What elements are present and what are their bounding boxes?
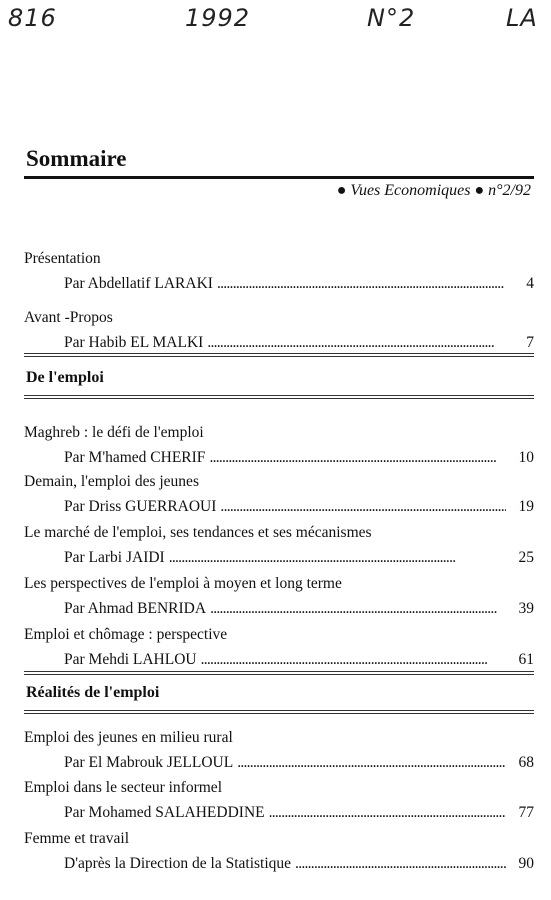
entry-page: 25 — [518, 549, 534, 566]
journal-line — [333, 182, 531, 200]
section-rule — [24, 710, 534, 714]
entry-page: 39 — [518, 600, 534, 617]
entry-page: 10 — [518, 449, 534, 466]
entry-page: 19 — [518, 498, 534, 515]
entry-author: D'après la Direction de la Statistique — [64, 855, 292, 872]
section-rule — [24, 671, 534, 675]
handwritten-number: N°2 — [367, 4, 416, 32]
toc-entry[interactable] — [24, 249, 534, 293]
toc-entry[interactable] — [24, 523, 534, 567]
title-rule — [24, 176, 534, 179]
entry-title: Les perspectives de l'emploi à moyen et long terme — [24, 575, 342, 592]
handwritten-initials: LA — [506, 4, 538, 32]
entry-author: Par Mehdi LAHLOU — [64, 651, 197, 668]
entry-title: Avant -Propos — [24, 309, 113, 326]
toc-entry[interactable] — [24, 472, 534, 516]
section-title: De l'emploi — [26, 369, 104, 386]
dot-leader — [207, 333, 506, 352]
toc-entry[interactable] — [24, 625, 534, 669]
dot-leader — [237, 753, 506, 772]
entry-page: 4 — [526, 275, 534, 292]
entry-title: Demain, l'emploi des jeunes — [24, 473, 199, 490]
toc-entry[interactable] — [24, 308, 534, 352]
entry-title: Présentation — [24, 250, 101, 267]
entry-author: Par Mohamed SALAHEDDINE — [64, 804, 265, 821]
toc-entry[interactable] — [24, 728, 534, 772]
dot-leader — [210, 599, 506, 618]
entry-author: Par Driss GUERRAOUI — [64, 498, 217, 515]
entry-author: Par Habib EL MALKI — [64, 334, 204, 351]
entry-title: Le marché de l'emploi, ses tendances et ses mécanismes — [24, 524, 372, 541]
entry-title: Emploi dans le secteur informel — [24, 779, 222, 796]
entry-title: Emploi des jeunes en milieu rural — [24, 729, 233, 746]
entry-author: Par Abdellatif LARAKI — [64, 275, 213, 292]
entry-page: 61 — [518, 651, 534, 668]
dot-leader — [295, 854, 506, 873]
entry-author: Par Larbi JAIDI — [64, 549, 165, 566]
entry-page: 7 — [526, 334, 534, 351]
entry-author: Par Ahmad BENRIDA — [64, 600, 207, 617]
toc-entry[interactable] — [24, 778, 534, 822]
entry-author: Par El Mabrouk JELLOUL — [64, 754, 234, 771]
section-title: Réalités de l'emploi — [26, 684, 160, 701]
dot-leader — [169, 548, 506, 567]
dot-leader — [209, 448, 506, 467]
entry-title: Maghreb : le défi de l'emploi — [24, 424, 204, 441]
entry-title: Femme et travail — [24, 830, 130, 847]
toc-entry[interactable] — [24, 574, 534, 618]
journal-issue: n°2/92 — [488, 182, 531, 199]
dot-leader — [217, 274, 506, 293]
handwritten-note: 816 — [8, 4, 57, 32]
journal-name: Vues Economiques — [350, 182, 471, 199]
dot-leader — [201, 650, 506, 669]
toc-entry[interactable] — [24, 829, 534, 873]
page-title: Sommaire — [26, 146, 127, 171]
entry-author: Par M'hamed CHERIF — [64, 449, 206, 466]
section-rule — [24, 353, 534, 357]
entry-title: Emploi et chômage : perspective — [24, 626, 228, 643]
entry-page: 68 — [518, 754, 534, 771]
dot-leader — [269, 803, 506, 822]
bullet-icon: ● — [336, 182, 347, 199]
entry-page: 90 — [518, 855, 534, 872]
dot-leader — [220, 497, 506, 516]
entry-page: 77 — [518, 804, 534, 821]
handwritten-year: 1992 — [185, 4, 251, 32]
toc-entry[interactable] — [24, 423, 534, 467]
section-rule — [24, 395, 534, 399]
bullet-icon: ● — [474, 182, 485, 199]
